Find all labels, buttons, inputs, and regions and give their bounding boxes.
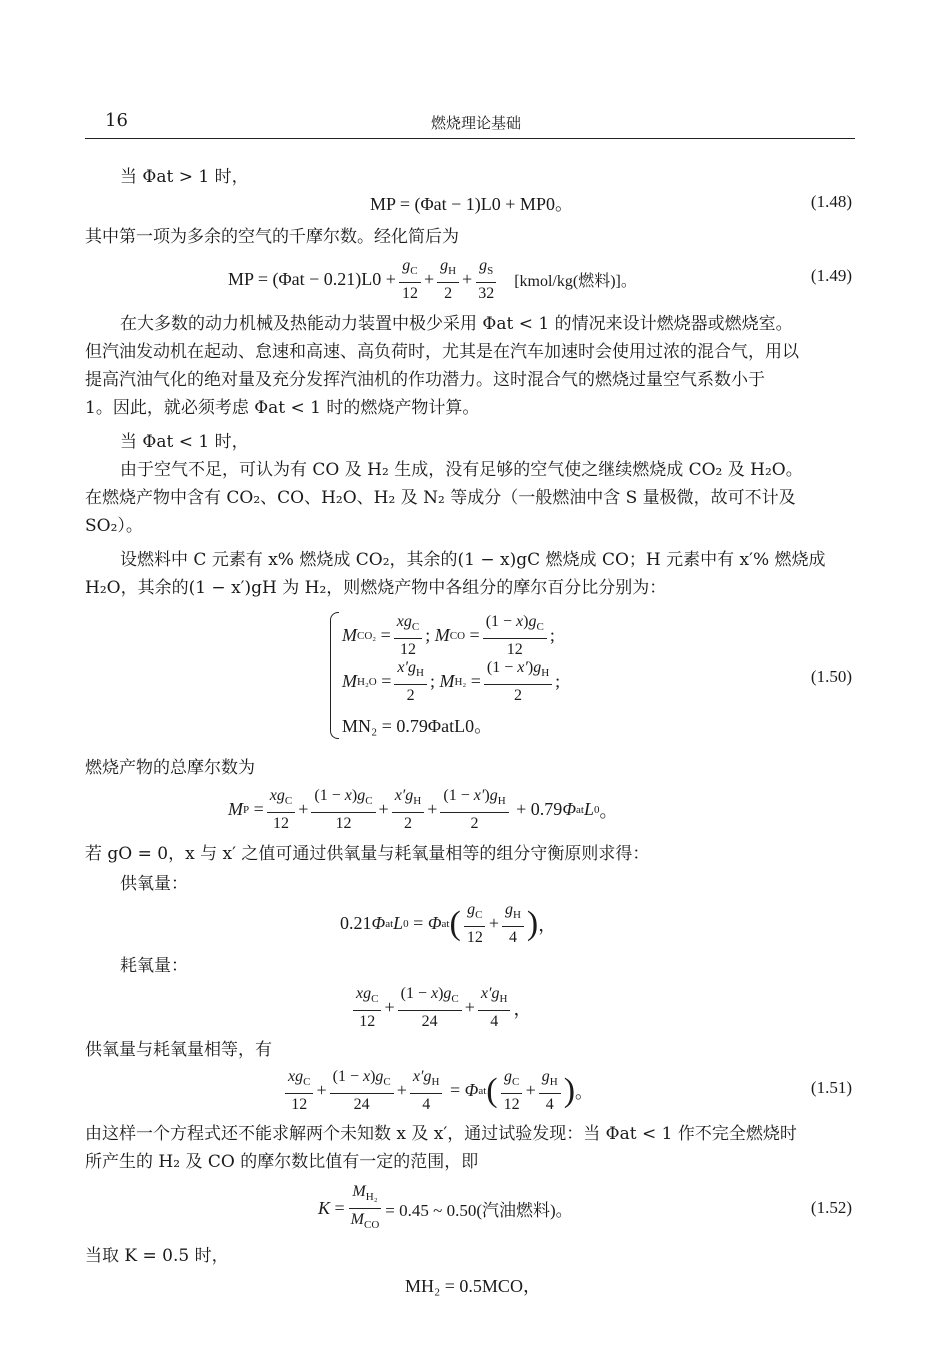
text-excess-air: 其中第一项为多余的空气的千摩尔数。经化简后为	[85, 227, 459, 247]
para3-line1: 设燃料中 C 元素有 x% 燃烧成 CO₂，其余的(1 − x)gC 燃烧成 CO；H 元素中有 x′% 燃烧成	[120, 550, 826, 570]
para1-line4: 1。因此，就必须考虑 Φat < 1 时的燃烧产物计算。	[85, 398, 480, 418]
para4-line2: 所产生的 H₂ 及 CO 的摩尔数比值有一定的范围，即	[85, 1152, 479, 1172]
para2-line3: SO₂）。	[85, 516, 143, 536]
eq149-lead: MP = (Φat − 0.21)L0 +	[228, 269, 396, 290]
equation-1-48: MP = (Φat − 1)L0 + MP0。	[370, 194, 573, 214]
text-case-less: 当 Φat < 1 时，	[120, 432, 249, 452]
label-oxygen-consumption: 耗氧量：	[120, 956, 188, 976]
eq-number-1-52: (1.52)	[810, 1198, 852, 1217]
eq-number-1-49: (1.49)	[810, 266, 852, 285]
page-number: 16	[105, 110, 128, 131]
text-go-zero: 若 gO = 0，x 与 x′ 之值可通过供氧量与耗氧量相等的组分守衡原则求得：	[85, 844, 650, 864]
eq150-row2: M H₂O = $\frac{x'g_H}{2}$ ; M H₂ = $\frac{(1 - x')g_H}{2}$ ;	[342, 659, 561, 705]
equation-total-moles: M P = $\frac{xg_C}{12}$ + $\frac{(1 - x)g_C}{12}$ + $\frac{x'g_H}{2}$ + $\frac{(1 - x')g_H}{2}$ + 0.79 Φ at L 0 。	[228, 787, 618, 833]
eq152-tail: = 0.45 ~ 0.50(汽油燃料)。	[385, 1201, 573, 1221]
text-total-moles: 燃烧产物的总摩尔数为	[85, 758, 255, 778]
text-k-value: 当取 K = 0.5 时，	[85, 1246, 229, 1266]
frac-gh-2: $\frac{g_H}{2}$	[437, 256, 459, 303]
label-oxygen-supply: 供氧量：	[120, 874, 188, 894]
eq149-unit: [kmol/kg(燃料)]。	[514, 273, 637, 291]
para1-line1: 在大多数的动力机械及热能动力装置中极少采用 Φat < 1 的情况来设计燃烧器或燃烧室。	[120, 314, 793, 334]
frac-gc-12: $\frac{g_C}{12}$	[399, 256, 421, 303]
eq-number-1-50: (1.50)	[810, 667, 852, 686]
frac-gs-32: $\frac{g_S}{32}$	[475, 256, 497, 303]
para4-line1: 由这样一个方程式还不能求解两个未知数 x 及 x′，通过试验发现：当 Φat < 1 作不完全燃烧时	[85, 1124, 797, 1144]
eq150-row1: M CO₂ = $\frac{xg_C}{12}$ ; M CO = $\frac{(1 - x)g_C}{12}$ ;	[342, 613, 555, 659]
para1-line3: 提高汽油气化的绝对量及充分发挥汽油机的作功潜力。这时混合气的燃烧过量空气系数小于	[85, 370, 765, 390]
para3-line2: H₂O，其余的(1 − x′)gH 为 H₂，则燃烧产物中各组分的摩尔百分比分别为：	[85, 578, 667, 598]
equation-1-50	[330, 612, 650, 742]
equation-1-51: $\frac{xg_C}{12}$ + $\frac{(1 - x)g_C}{24}$ + $\frac{x'g_H}{4}$ = Φ at ( $\frac{g_C}{12}$ + $\frac{g_H}{4}$ ) 。	[282, 1067, 593, 1114]
text-balance: 供氧量与耗氧量相等，有	[85, 1040, 272, 1060]
equation-1-52: K = $\frac{M_{H_2}}{M_{CO}}$ = 0.45 ~ 0.50(汽油燃料)。	[318, 1183, 573, 1232]
header-rule	[85, 138, 855, 139]
equation-oxygen-supply: 0.21 Φ at L 0 = Φ at ( $\frac{g_C}{12}$ + $\frac{g_H}{4}$ ) ，	[340, 901, 557, 947]
eq-number-1-51: (1.51)	[810, 1078, 852, 1097]
para2-line1: 由于空气不足，可认为有 CO 及 H₂ 生成，没有足够的空气使之继续燃烧成 CO₂ 及 H₂O。	[120, 460, 803, 480]
equation-oxygen-consumption: $\frac{xg_C}{12}$ + $\frac{(1 - x)g_C}{24}$ + $\frac{x'g_H}{4}$ ，	[350, 984, 531, 1031]
text-case-greater: 当 Φat > 1 时，	[120, 167, 249, 187]
para1-line2: 但汽油发动机在起动、怠速和高速、高负荷时，尤其是在汽车加速时会使用过浓的混合气，用以	[85, 342, 799, 362]
para2-line2: 在燃烧产物中含有 CO₂、CO、H₂O、H₂ 及 N₂ 等成分（一般燃油中含 S 量极微，故可不计及	[85, 488, 796, 508]
left-brace	[330, 612, 339, 739]
eq150-row3: MN₂ = 0.79ΦatL0。	[342, 716, 493, 736]
equation-mh2-mco: MH₂ = 0.5MCO，	[405, 1276, 541, 1296]
running-header-title: 燃烧理论基础	[430, 114, 521, 132]
equation-1-49: MP = (Φat − 0.21)L0 + $\frac{g_C}{12}$ + $\frac{g_H}{2}$ + $\frac{g_S}{32}$ [kmol/kg(燃料)]。	[228, 257, 637, 303]
eq-number-1-48: (1.48)	[810, 192, 852, 211]
